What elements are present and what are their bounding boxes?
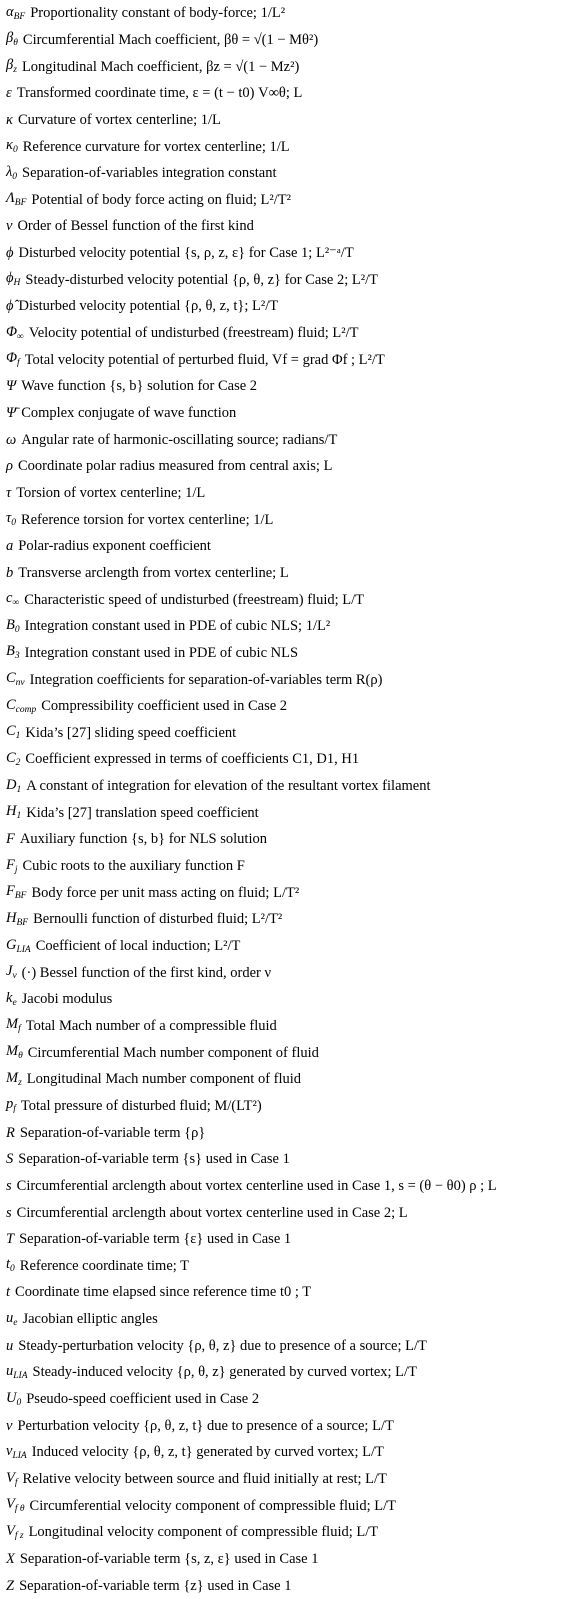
entry-symbol [6, 511, 16, 529]
entry-symbol [6, 566, 13, 581]
symbol-base: u [6, 1337, 14, 1354]
symbol-base: Ψ [6, 378, 17, 395]
nomenclature-entry [6, 959, 578, 986]
entry-description: Circumferential velocity component of compressible fluid; L/T [29, 1497, 396, 1514]
entry-description: Pseudo-speed coefficient used in Case 2 [26, 1391, 260, 1408]
entry-description: Perturbation velocity {ρ, θ, z, t} due to presence of a source; L/T [17, 1417, 394, 1434]
nomenclature-entry [6, 933, 578, 960]
entry-symbol [6, 884, 26, 902]
nomenclature-entry [6, 640, 578, 667]
entry-symbol [6, 246, 14, 261]
entry-description: Characteristic speed of undisturbed (freestream) fluid; L/T [24, 591, 365, 608]
symbol-base: D [6, 776, 17, 793]
entry-description: Longitudinal velocity component of compressible fluid; L/T [28, 1524, 379, 1541]
entry-description: Circumferential Mach number component of fluid [27, 1044, 319, 1061]
entry-description: Bernoulli function of disturbed fluid; L²/T² [33, 911, 283, 928]
symbol-base: C [6, 723, 16, 740]
entry-symbol [6, 1524, 24, 1542]
entry-symbol [6, 618, 20, 636]
entry-symbol [6, 58, 17, 76]
symbol-subscript: 2 [15, 757, 21, 768]
nomenclature-entry [6, 1359, 578, 1386]
entry-symbol [6, 219, 12, 234]
nomenclature-entry [6, 1093, 578, 1120]
entry-symbol [6, 1285, 10, 1300]
nomenclature-entry [6, 986, 578, 1013]
nomenclature-entry [6, 800, 578, 827]
entry-symbol [6, 459, 13, 474]
symbol-base: c [6, 590, 13, 607]
nomenclature-entry [6, 1253, 578, 1280]
entry-symbol [6, 591, 19, 609]
nomenclature-entry [6, 586, 578, 613]
nomenclature-entry [6, 1519, 578, 1546]
symbol-subscript: e [12, 997, 17, 1008]
symbol-base: β [6, 57, 14, 74]
entry-symbol [6, 165, 17, 183]
symbol-base: b [6, 564, 14, 581]
nomenclature-entry [6, 879, 578, 906]
symbol-base: τ [6, 484, 12, 501]
symbol-base: ρ [6, 458, 13, 475]
entry-symbol [6, 113, 13, 128]
symbol-base: H [6, 909, 17, 926]
symbol-base: Z [6, 1577, 15, 1594]
symbol-base: ω [6, 431, 17, 448]
symbol-base: κ [6, 111, 13, 128]
nomenclature-entry [6, 1039, 578, 1066]
entry-description: Compressibility coefficient used in Case 2 [41, 698, 288, 715]
entry-symbol [6, 191, 26, 209]
symbol-subscript: LIA [13, 1370, 28, 1381]
entry-symbol [6, 804, 21, 822]
symbol-base: X [6, 1550, 15, 1567]
nomenclature-entry [6, 426, 578, 453]
symbol-subscript: 1 [15, 731, 21, 742]
nomenclature-entry [6, 1492, 578, 1519]
entry-description: Separation-of-variable term {z} used in Case 1 [19, 1577, 292, 1594]
entry-symbol [6, 379, 16, 394]
nomenclature-entry [6, 693, 578, 720]
symbol-subscript: LIA [16, 944, 31, 955]
entry-symbol [6, 1552, 15, 1567]
symbol-base: C [6, 696, 16, 713]
entry-description: Total velocity potential of perturbed fluid, Vf = grad Φf ; L²/T [24, 351, 385, 368]
entry-symbol [6, 1126, 15, 1141]
symbol-base: a [6, 538, 14, 555]
entry-symbol [6, 832, 15, 847]
symbol-subscript: f [18, 1024, 21, 1035]
entry-description: Proportionality constant of body-force; 1/L² [30, 5, 286, 22]
nomenclature-entry [6, 1546, 578, 1573]
entry-description: Induced velocity {ρ, θ, z, t} generated by curved vortex; L/T [31, 1444, 384, 1461]
symbol-base: ε [6, 85, 12, 102]
symbol-base: t [6, 1256, 11, 1273]
entry-description: Polar-radius exponent coefficient [18, 538, 211, 555]
nomenclature-entry [6, 666, 578, 693]
entry-description: Kida’s [27] sliding speed coefficient [25, 724, 237, 741]
nomenclature-entry [6, 1279, 578, 1306]
symbol-base: u [6, 1362, 14, 1379]
symbol-base: Φ [6, 323, 18, 340]
entry-symbol [6, 351, 20, 369]
symbol-subscript: 3 [14, 651, 20, 662]
symbol-subscript: ∞ [12, 598, 20, 609]
symbol-base: α [6, 3, 14, 20]
entry-symbol [6, 86, 12, 101]
symbol-subscript: ∞ [17, 331, 24, 342]
symbol-base: Ψ̄ [6, 405, 17, 421]
symbol-base: V [6, 1522, 15, 1539]
entry-symbol [6, 698, 36, 716]
nomenclature-entry [6, 213, 578, 240]
symbol-base: κ [6, 137, 13, 153]
symbol-base: B [6, 616, 15, 633]
symbol-base: ϕ [6, 245, 14, 262]
symbol-subscript: LIA [12, 1450, 27, 1461]
symbol-base: Λ [6, 190, 15, 207]
entry-symbol [6, 1471, 18, 1489]
entry-description: Separation-of-variable term {ρ} [19, 1124, 206, 1141]
symbol-subscript: θ [18, 1051, 23, 1062]
entry-symbol [6, 1071, 22, 1089]
nomenclature-entry [6, 720, 578, 747]
symbol-base: F [6, 831, 15, 848]
entry-description: Coefficient expressed in terms of coefficients C1, D1, H1 [25, 751, 360, 768]
entry-description: Velocity potential of undisturbed (freestream) fluid; L²/T [28, 325, 359, 342]
symbol-subscript: BF [14, 891, 27, 902]
entry-symbol [6, 325, 24, 343]
symbol-base: M [6, 1069, 19, 1086]
entry-description: A constant of integration for elevation of the resultant vortex filament [26, 778, 431, 795]
nomenclature-entry [6, 853, 578, 880]
nomenclature-entry [6, 400, 578, 427]
symbol-subscript: f [17, 358, 20, 369]
entry-description: Curvature of vortex centerline; 1/L [17, 111, 221, 128]
entry-symbol [6, 5, 25, 23]
entry-symbol [6, 1017, 21, 1035]
entry-description: Jacobi modulus [21, 991, 113, 1008]
symbol-subscript: 0 [11, 518, 16, 529]
nomenclature-entry [6, 160, 578, 187]
entry-description: Reference curvature for vortex centerline; 1/L [22, 138, 290, 155]
nomenclature-entry [6, 27, 578, 54]
symbol-subscript: 0 [12, 171, 18, 182]
entry-description: Coordinate polar radius measured from central axis; L [17, 458, 333, 475]
entry-symbol [6, 1444, 27, 1462]
entry-symbol [6, 1257, 15, 1275]
nomenclature-entry [6, 1013, 578, 1040]
entry-description: Longitudinal Mach coefficient, βz = √(1 − Mz²) [21, 58, 300, 75]
entry-description: Longitudinal Mach number component of fluid [26, 1071, 302, 1088]
entry-symbol [6, 31, 18, 49]
symbol-base: τ [6, 510, 12, 527]
symbol-base: ϕ̂ [6, 298, 14, 315]
entry-symbol [6, 938, 31, 956]
symbol-base: ϕ [6, 270, 14, 287]
entry-symbol [6, 1339, 13, 1354]
entry-description: Circumferential Mach coefficient, βθ = √(1 − Mθ²) [22, 31, 319, 48]
symbol-base: J [6, 963, 13, 980]
entry-symbol [6, 778, 21, 796]
nomenclature-entry [6, 320, 578, 347]
symbol-subscript: f θ [14, 1504, 25, 1515]
nomenclature-entry [6, 826, 578, 853]
nomenclature-entry [6, 506, 578, 533]
entry-description: Disturbed velocity potential {ρ, θ, z, t}; L²/T [18, 298, 279, 315]
nomenclature-entry [6, 373, 578, 400]
entry-description: Separation-of-variables integration constant [22, 165, 277, 182]
entry-symbol [6, 671, 25, 689]
symbol-base: p [6, 1096, 14, 1113]
nomenclature-entry [6, 293, 578, 320]
nomenclature-entry [6, 53, 578, 80]
symbol-subscript: 1 [16, 784, 22, 795]
entry-description: Total pressure of disturbed fluid; M/(LT²) [20, 1097, 262, 1114]
entry-description: Auxiliary function {s, b} for NLS solution [19, 831, 267, 848]
nomenclature-entry [6, 187, 578, 214]
nomenclature-entry [6, 453, 578, 480]
nomenclature-entry [6, 773, 578, 800]
symbol-base: C [6, 749, 16, 766]
nomenclature-entry [6, 1439, 578, 1466]
entry-description: Steady-induced velocity {ρ, θ, z} generated by curved vortex; L/T [32, 1364, 417, 1381]
entry-description: Integration constant used in PDE of cubic NLS [24, 644, 299, 661]
nomenclature-entry [6, 0, 578, 27]
symbol-base: V [6, 1496, 15, 1513]
entry-description: Coordinate time elapsed since reference time t0 ; T [15, 1284, 312, 1301]
symbol-base: M [6, 1016, 19, 1033]
nomenclature-entry [6, 133, 578, 160]
symbol-subscript: ν [12, 971, 17, 982]
nomenclature-entry [6, 560, 578, 587]
nomenclature-entry [6, 107, 578, 134]
entry-description: Transformed coordinate time, ε = (t − t0) V∞θ; L [16, 85, 303, 102]
entry-description: Torsion of vortex centerline; 1/L [16, 484, 206, 501]
symbol-base: B [6, 643, 15, 660]
entry-symbol [6, 1206, 12, 1221]
nomenclature-entry [6, 746, 578, 773]
entry-symbol [6, 1179, 12, 1194]
entry-symbol [6, 1044, 23, 1062]
entry-description: Separation-of-variable term {s} used in Case 1 [18, 1151, 290, 1168]
entry-symbol [6, 433, 16, 448]
nomenclature-entry [6, 533, 578, 560]
entry-symbol [6, 1232, 14, 1247]
nomenclature-entry [6, 480, 578, 507]
symbol-subscript: nv [15, 678, 25, 688]
nomenclature-entry [6, 613, 578, 640]
symbol-base: u [6, 1309, 14, 1326]
entry-description: Jacobian elliptic angles [22, 1311, 158, 1328]
symbol-subscript: H [13, 278, 21, 289]
symbol-base: C [6, 670, 16, 686]
symbol-subscript: 0 [10, 1264, 15, 1275]
entry-description: Wave function {s, b} solution for Case 2 [21, 378, 258, 395]
entry-description: Circumferential arclength about vortex centerline used in Case 2; L [16, 1204, 408, 1221]
entry-symbol [6, 1391, 21, 1409]
symbol-subscript: e [13, 1317, 18, 1328]
symbol-base: S [6, 1151, 14, 1168]
symbol-subscript: z [13, 65, 17, 76]
symbol-base: V [6, 1469, 15, 1486]
entry-description: Separation-of-variable term {s, z, ε} used in Case 1 [19, 1550, 319, 1567]
symbol-base: β [6, 30, 14, 47]
entry-description: Steady-perturbation velocity {ρ, θ, z} due to presence of a source; L/T [18, 1337, 427, 1354]
symbol-base: ν [6, 218, 13, 235]
entry-symbol [6, 138, 18, 156]
nomenclature-entry [6, 906, 578, 933]
entry-symbol [6, 1497, 25, 1515]
entry-description: Body force per unit mass acting on fluid; L/T² [31, 884, 300, 901]
symbol-base: M [6, 1043, 19, 1060]
nomenclature-entry [6, 346, 578, 373]
symbol-base: F [6, 883, 15, 900]
entry-description: Circumferential arclength about vortex centerline used in Case 1, s = (θ − θ0) ρ ; L [16, 1177, 497, 1194]
entry-description: Total Mach number of a compressible fluid [25, 1017, 277, 1034]
symbol-subscript: 1 [16, 811, 22, 822]
entry-symbol [6, 1311, 17, 1329]
entry-symbol [6, 911, 28, 929]
nomenclature-entry [6, 1412, 578, 1439]
entry-description: Potential of body force acting on fluid; L²/T² [31, 191, 291, 208]
symbol-subscript: 0 [16, 1397, 22, 1408]
nomenclature-entry [6, 80, 578, 107]
nomenclature-entry [6, 1226, 578, 1253]
entry-description: (·) Bessel function of the first kind, order ν [21, 964, 272, 981]
nomenclature-entry [6, 1173, 578, 1200]
symbol-subscript: BF [13, 11, 26, 22]
nomenclature-entry [6, 1572, 578, 1599]
entry-description: Coefficient of local induction; L²/T [35, 938, 241, 954]
entry-description: Integration coefficients for separation-of-variables term R(ρ) [29, 671, 383, 688]
nomenclature-entry [6, 1386, 578, 1413]
symbol-subscript: j [14, 864, 18, 875]
symbol-subscript: 0 [12, 145, 18, 155]
symbol-base: H [6, 803, 17, 820]
symbol-subscript: f [14, 1477, 18, 1488]
entry-description: Cubic roots to the auxiliary function F [22, 858, 245, 875]
entry-description: Integration constant used in PDE of cubic NLS; 1/L² [24, 618, 331, 635]
nomenclature-entry [6, 1066, 578, 1093]
entry-symbol [6, 991, 17, 1009]
entry-description: Order of Bessel function of the first kind [17, 218, 254, 235]
entry-description: Kida’s [27] translation speed coefficient [26, 804, 259, 821]
entry-symbol [6, 1364, 28, 1382]
symbol-base: v [6, 1442, 13, 1459]
symbol-base: t [6, 1284, 11, 1301]
entry-symbol [6, 751, 20, 769]
symbol-base: Φ [6, 350, 18, 367]
entry-description: Angular rate of harmonic-oscillating source; radians/T [21, 431, 338, 448]
nomenclature-entry [6, 1199, 578, 1226]
entry-symbol [6, 299, 14, 314]
entry-description: Reference torsion for vortex centerline; 1/L [20, 511, 274, 528]
symbol-subscript: z [18, 1077, 22, 1088]
nomenclature-entry [6, 267, 578, 294]
entry-symbol [6, 1097, 16, 1115]
nomenclature-entry [6, 1306, 578, 1333]
entry-symbol [6, 486, 11, 501]
entry-description: Relative velocity between source and fluid initially at rest; L/T [22, 1471, 387, 1487]
symbol-base: T [6, 1231, 15, 1248]
symbol-base: λ [6, 163, 13, 180]
symbol-subscript: comp [15, 704, 37, 715]
entry-description: Separation-of-variable term {ε} used in Case 1 [19, 1231, 292, 1248]
symbol-subscript: BF [16, 917, 29, 928]
symbol-base: F [6, 856, 15, 873]
entry-symbol [6, 406, 16, 421]
nomenclature-entry [6, 1466, 578, 1493]
entry-description: Steady-disturbed velocity potential {ρ, θ, z} for Case 2; L²/T [25, 271, 378, 288]
symbol-base: k [6, 989, 13, 1006]
symbol-subscript: f [13, 1104, 16, 1115]
entry-symbol [6, 964, 17, 982]
entry-description: Transverse arclength from vortex centerline; L [18, 564, 289, 581]
symbol-base: U [6, 1389, 17, 1406]
entry-symbol [6, 858, 18, 876]
symbol-base: s [6, 1204, 12, 1221]
nomenclature-entry [6, 1119, 578, 1146]
nomenclature-entry [6, 1146, 578, 1173]
symbol-base: s [6, 1177, 12, 1194]
symbol-subscript: 0 [14, 624, 20, 635]
nomenclature-entry [6, 240, 578, 267]
symbol-subscript: f z [14, 1530, 24, 1541]
entry-description: Reference coordinate time; T [19, 1257, 190, 1274]
entry-description: Complex conjugate of wave function [21, 405, 237, 421]
symbol-base: R [6, 1124, 15, 1141]
symbol-subscript: θ [13, 38, 18, 49]
entry-symbol [6, 539, 13, 554]
entry-symbol [6, 1152, 13, 1167]
entry-symbol [6, 271, 20, 289]
entry-description: Disturbed velocity potential {s, ρ, z, ε} for Case 1; L²⁻ᵃ/T [18, 245, 354, 262]
symbol-base: v [6, 1417, 13, 1434]
entry-symbol [6, 644, 20, 662]
symbol-base: G [6, 936, 17, 953]
nomenclature-entry [6, 1333, 578, 1360]
entry-symbol [6, 724, 20, 742]
entry-symbol [6, 1419, 12, 1434]
symbol-subscript: BF [14, 198, 27, 209]
